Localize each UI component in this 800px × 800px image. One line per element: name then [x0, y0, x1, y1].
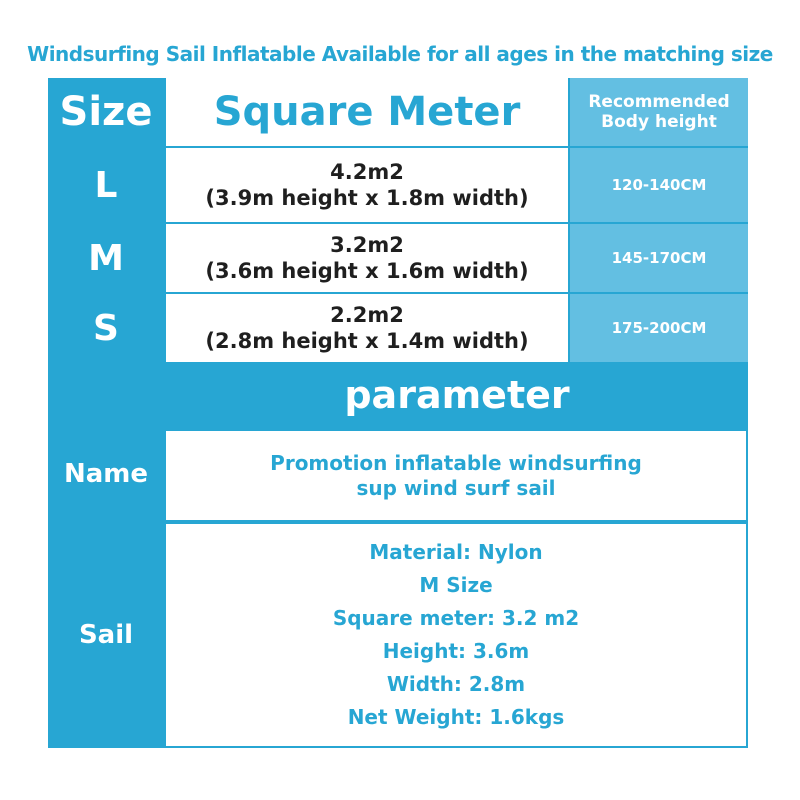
- size-cell-m: M: [48, 224, 164, 292]
- recommended-height-header: [570, 78, 748, 146]
- size-cell-l: L: [48, 148, 164, 222]
- height-cell-m: 145-170CM: [570, 224, 748, 292]
- size-header: Size: [48, 78, 164, 146]
- sail-label: Sail: [48, 522, 164, 748]
- area-value: 2.2m2: [330, 303, 404, 327]
- square-meter-header: Square Meter: [166, 78, 568, 146]
- area-cell-m: [166, 224, 568, 292]
- name-line: Promotion inflatable windsurfing: [270, 450, 642, 475]
- sail-spec-list: [166, 524, 746, 746]
- dimension-value: (3.6m height x 1.6m width): [205, 259, 529, 283]
- sail-spec-line: Height: 3.6m: [382, 639, 530, 663]
- page-title: Windsurfing Sail Inflatable Available for all ages in the matching size: [27, 42, 773, 66]
- dimension-value: (2.8m height x 1.4m width): [205, 329, 529, 353]
- sail-spec-line: Net Weight: 1.6kgs: [347, 705, 565, 729]
- sail-spec-line: Material: Nylon: [369, 540, 543, 564]
- area-cell-l: [166, 148, 568, 222]
- name-label: Name: [48, 428, 164, 520]
- area-cell-s: [166, 294, 568, 362]
- height-cell-l: 120-140CM: [570, 148, 748, 222]
- sail-spec-line: Square meter: 3.2 m2: [332, 606, 580, 630]
- area-value: 3.2m2: [330, 233, 404, 257]
- area-value: 4.2m2: [330, 160, 404, 184]
- sail-spec-line: M Size: [419, 573, 493, 597]
- height-cell-s: 175-200CM: [570, 294, 748, 362]
- dimension-value: (3.9m height x 1.8m width): [205, 186, 529, 210]
- body-height-line: Body height: [601, 112, 717, 132]
- recommended-line: Recommended: [588, 92, 730, 112]
- sail-spec-line: Width: 2.8m: [386, 672, 526, 696]
- name-line: sup wind surf sail: [356, 475, 556, 500]
- parameter-heading: parameter: [166, 364, 748, 426]
- name-value: [166, 431, 746, 520]
- size-cell-s: S: [48, 294, 164, 362]
